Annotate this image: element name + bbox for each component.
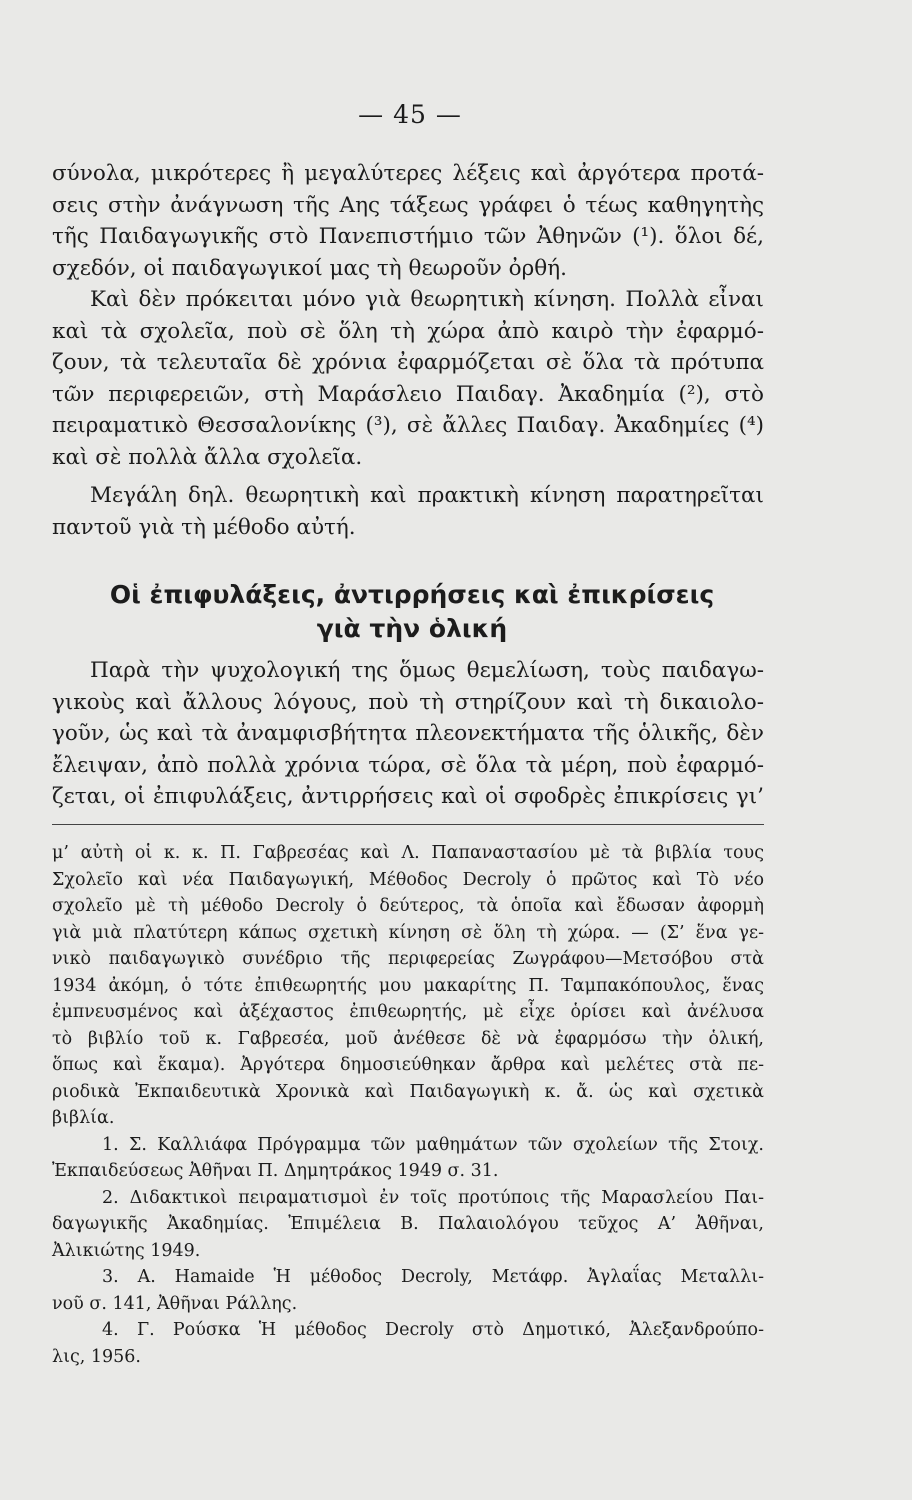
section-heading-line-1: Οἱ ἐπιφυλάξεις, ἀντιρρήσεις καὶ ἐπικρίσεις xyxy=(109,580,715,609)
footnote-divider xyxy=(52,824,764,825)
footnote-line: Ἀλικιώτης 1949. xyxy=(52,1240,201,1261)
footnote-line: ριοδικὰ Ἐκπαιδευτικὰ Χρονικὰ καὶ Παιδαγωγικὴ κ. ἄ. ὡς καὶ σχετικὰ xyxy=(52,1081,764,1102)
text-line: καὶ τὰ σχολεῖα, ποὺ σὲ ὅλη τὴ χώρα ἀπὸ καιρὸ τὴν ἐφαρμό- xyxy=(52,318,764,344)
text-line: Παρὰ τὴν ψυχολογική της ὅμως θεμελίωση, τοὺς παιδαγω- xyxy=(90,658,764,683)
text-line: γικοὺς καὶ ἄλλους λόγους, ποὺ τὴ στηρίζουν καὶ τὴ δικαιολο- xyxy=(52,689,764,715)
footnote-line: βιβλία. xyxy=(52,1108,115,1128)
text-line: Καὶ δὲν πρόκειται μόνο γιὰ θεωρητικὴ κίνηση. Πολλὰ εἶναι xyxy=(90,287,764,312)
text-line: σύνολα, μικρότερες ἢ μεγαλύτερες λέξεις καὶ ἀργότερα προτά- xyxy=(52,161,764,186)
page-number: — 45 — xyxy=(358,100,462,129)
section-heading-line-2: γιὰ τὴν ὁλική xyxy=(316,614,508,643)
footnote-3: 3. A. Hamaide Ἡ μέθοδος Decroly, Μετάφρ. Ἀγλαΐας Μεταλλι- xyxy=(102,1267,764,1287)
footnote-line: δαγωγικῆς Ἀκαδημίας. Ἐπιμέλεια Β. Παλαιολόγου τεῦχος Α’ Ἀθῆναι, xyxy=(52,1214,764,1234)
footnote-line: Ἐκπαιδεύσεως Ἀθῆναι Π. Δημητράκος 1949 σ. 31. xyxy=(52,1161,499,1181)
text-line: καὶ σὲ πολλὰ ἄλλα σχολεῖα. xyxy=(52,444,363,470)
text-line: πειραματικὸ Θεσσαλονίκης (³), σὲ ἄλλες Παιδαγ. Ἀκαδημίες (⁴) xyxy=(52,413,764,438)
footnote-line: 1934 ἀκόμη, ὁ τότε ἐπιθεωρητής μου μακαρίτης Π. Ταμπακόπουλος, ἕνας xyxy=(52,975,764,996)
footnote-line: ὅπως καὶ ἔκαμα). Ἀργότερα δημοσιεύθηκαν ἄρθρα καὶ μελέτες στὰ πε- xyxy=(52,1055,764,1075)
footnote-line: Σχολεῖο καὶ νέα Παιδαγωγική, Μέθοδος Decroly ὁ πρῶτος καὶ Τὸ νέο xyxy=(52,869,764,890)
footnote-line: σχολεῖο μὲ τὴ μέθοδο Decroly ὁ δεύτερος, τὰ ὁποῖα καὶ ἔδωσαν ἀφορμὴ xyxy=(52,896,764,916)
text-line: ζεται, οἱ ἐπιφυλάξεις, ἀντιρρήσεις καὶ οἱ σφοδρὲς ἐπικρίσεις γι’ xyxy=(52,784,764,809)
paragraph-4 xyxy=(52,655,764,813)
footnote-2: 2. Διδακτικοὶ πειραματισμοὶ ἐν τοῖς προτύποις τῆς Μαρασλείου Παι- xyxy=(102,1187,764,1208)
paragraph-1 xyxy=(52,158,764,284)
text-line: τῶν περιφερειῶν, στὴ Μαράσλειο Παιδαγ. Ἀκαδημία (²), στὸ xyxy=(52,381,764,407)
text-line: ἔλειψαν, ἀπὸ πολλὰ χρόνια τώρα, σὲ ὅλα τὰ μέρη, ποὺ ἐφαρμό- xyxy=(52,752,764,778)
footnote-line: τὸ βιβλίο τοῦ κ. Γαβρεσέα, μοῦ ἀνέθεσε δὲ νὰ ἐφαρμόσω τὴν ὁλική, xyxy=(52,1028,764,1049)
section-heading xyxy=(60,578,764,646)
text-line: ζουν, τὰ τελευταῖα δὲ χρόνια ἐφαρμόζεται σὲ ὅλα τὰ πρότυπα xyxy=(52,350,764,375)
paragraph-3 xyxy=(52,480,764,543)
footnote-line: μ’ αὐτὴ οἱ κ. κ. Π. Γαβρεσέας καὶ Λ. Παπαναστασίου μὲ τὰ βιβλία τους xyxy=(52,843,764,863)
footnote-line: λις, 1956. xyxy=(52,1346,141,1367)
footnote-line: γιὰ μιὰ πλατύτερη κάπως σχετικὴ κίνηση σὲ ὅλη τὴ χώρα. — (Σ’ ἕνα γε- xyxy=(52,922,764,943)
footnote-line: νικὸ παιδαγωγικὸ συνέδριο τῆς περιφερείας Ζωγράφου—Μετσόβου στὰ xyxy=(52,949,764,969)
text-line: παντοῦ γιὰ τὴ μέθοδο αὐτή. xyxy=(52,514,356,540)
text-line: σχεδόν, οἱ παιδαγωγικοί μας τὴ θεωροῦν ὀρθή. xyxy=(52,255,567,281)
paragraph-2 xyxy=(52,284,764,473)
footnote-line: νοῦ σ. 141, Ἀθῆναι Ράλλης. xyxy=(52,1293,298,1314)
footnote-line: ἐμπνευσμένος καὶ ἀξέχαστος ἐπιθεωρητής, μὲ εἶχε ὁρίσει καὶ ἀνέλυσα xyxy=(52,1002,764,1022)
text-line: σεις στὴν ἀνάγνωση τῆς Αης τάξεως γράφει ὁ τέως καθηγητὴς xyxy=(52,192,764,218)
text-line: γοῦν, ὡς καὶ τὰ ἀναμφισβήτητα πλεονεκτήματα τῆς ὁλικῆς, δὲν xyxy=(52,721,764,746)
footnotes xyxy=(52,840,764,1370)
footnote-4: 4. Γ. Ρούσκα Ἡ μέθοδος Decroly στὸ Δημοτικό, Ἀλεξανδρούπο- xyxy=(102,1320,764,1340)
footnote-1: 1. Σ. Καλλιάφα Πρόγραμμα τῶν μαθημάτων τῶν σχολείων τῆς Στοιχ. xyxy=(102,1134,764,1155)
text-line: Μεγάλη δηλ. θεωρητικὴ καὶ πρακτικὴ κίνηση παρατηρεῖται xyxy=(90,483,764,508)
text-line: τῆς Παιδαγωγικῆς στὸ Πανεπιστήμιο τῶν Ἀθηνῶν (¹). ὅλοι δέ, xyxy=(52,224,764,249)
